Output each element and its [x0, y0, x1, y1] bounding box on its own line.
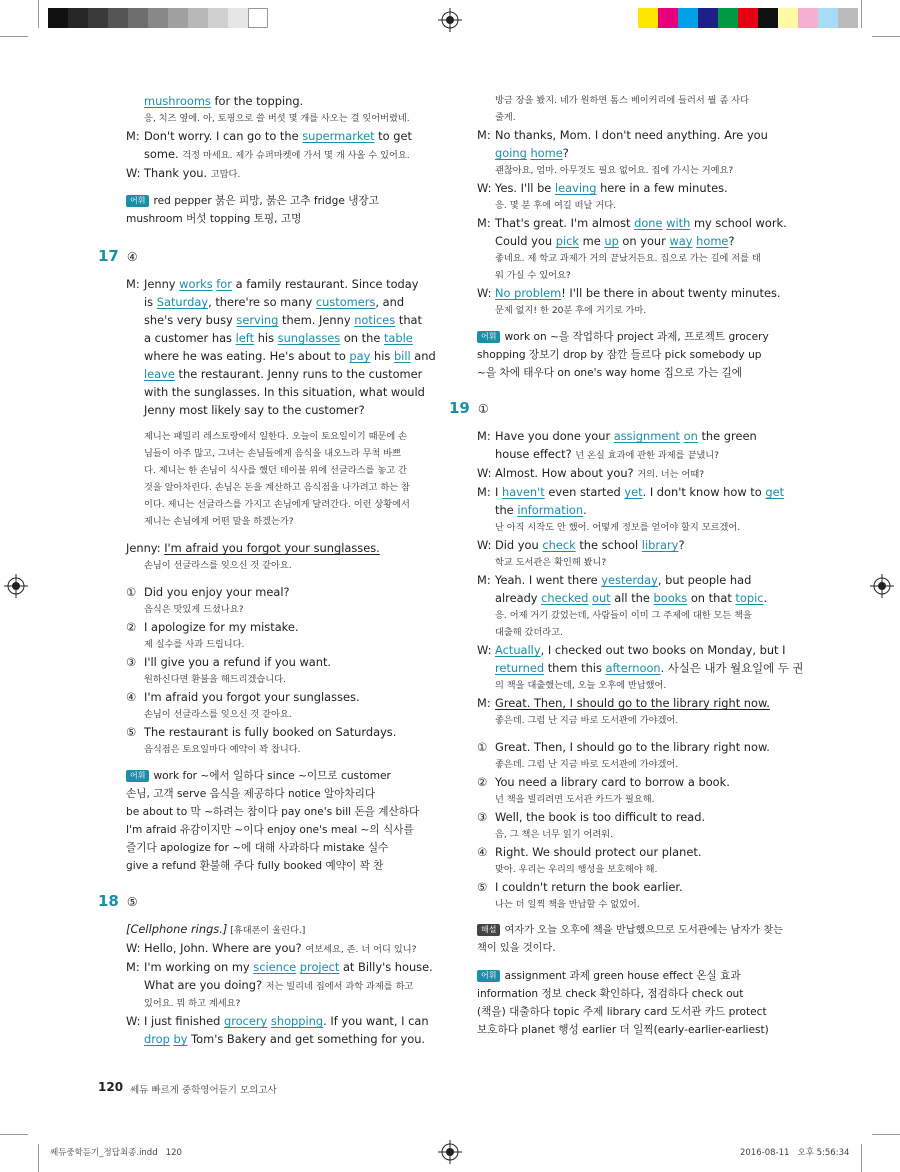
left-column: mushrooms for the topping. 응, 치즈 옆에. 아, 토핑으로 쓸 버섯 몇 개를 사오는 걸 잊어버렸네. M: Don't worry. I can go to the supermarket to get some. 걱정 마세요. 제가 슈퍼마켓에 가서 몇 개 사올 수 있어요. W: Thank you. 고맙다. 어휘 red pepper 붉은 피망, 붉은 고추 fridge 냉장고 mushroom 버섯 topping 토핑, 고명 17 ④ M: Jenny works for a family restaurant. Since today is Saturday, there're so many customers, and she's very busy serving them. Jenny notices that a customer has left his sunglasses on the table where he was eating. He's about to pay his bill and leave the restaurant. Jenny runs to the customer with the sunglasses. In this situation, what would Jenny most likely say to the customer? 제니는 패밀리 레스토랑에서 일한다. 오늘이 토요일이기 때문에 손 님들이 아주 많고, 그녀는 손님들에게 음식을 내오느라 무척 바쁘 다. 제니는 한 손님이 식사를 했던 테이블 위에 선글라스를 놓고 간 것을 알아차린다. 손님은 돈을 계산하고 음식점을 나가려고 하는 참 이다. 제니는 선글라스를 가지고 손님에게 달려간다. 이런 상황에서 제니는 손님에게 어떤 말을 하겠는가? Jenny: I'm afraid you forgot your sunglasses. 손님이 선글라스를 잊으신 것 같아요. ① Did you enjoy your meal? 음식은 맛있게 드셨나요? ② I apologize for my mistake. 제 실수를 사과 드립니다. ③ I'll give you a refund if you want. 원하신다면 환불을 해드리겠습니다. ④ I'm afraid you forgot your sunglasses. 손님이 선글라스를 잊으신 것 같아요. ⑤ The restaurant is fully booked on Saturdays. 음식점은 토요일마다 예약이 꽉 찹니다. 어휘 work for ~에서 일하다 since ~이므로 customer 손님, 고객 serve 음식을 제공하다 notice 알아차리다 be about to 막 ~하려는 참이다 pay one's bill 돈을 계산하다 I'm afraid 유감이지만 ~이다 enjoy one's meal ~의 식사를 즐기다 apologize for ~에 대해 사과하다 mistake 실수 give a refund 환불해 주다 fully booked 예약이 꽉 찬 18 ⑤ [Cellphone rings.] [휴대폰이 울린다.] W: Hello, John. Where are you? 여보세요, 존. 너 어디 있니? M: I'm working on my science project at Billy's house. What are you doing? 저는 빌리네 집에서 과학 과제를 하고 있어요. 뭐 하고 계세요? W: I just finished grocery shopping. If you want, I can drop by Tom's Bakery and get something for you.: [98, 94, 436, 1046]
registration-mark-icon: [438, 8, 462, 32]
grayscale-bar: [48, 8, 268, 28]
question-17-header: 17 ④: [98, 247, 138, 265]
registration-mark-icon: [4, 574, 28, 598]
keyword: mushrooms: [144, 94, 211, 108]
crop-mark: [38, 0, 39, 28]
crop-mark: [0, 36, 28, 37]
crop-mark: [872, 36, 900, 37]
question-18-header: 18 ⑤: [98, 892, 138, 910]
slug-timestamp: 2016-08-11 오후 5:56:34: [740, 1148, 850, 1158]
slug-file: 쎄듀중학듣기_정답최종.indd 120: [50, 1148, 182, 1158]
color-bar: [638, 8, 858, 28]
q19-options: ① Great. Then, I should go to the library right now. 좋은데. 그럼 난 지금 바로 도서관에 가야겠어. ② You need a library card to borrow a book. 넌 책을 빌리려면 도서관 카드가 필요해. ③ Well, the book is too difficult to read. 음, 그 책은 너무 읽기 어려워. ④ Right. We should protect our planet. 맞아. 우리는 우리의 행성을 보호해야 해. ⑤ I couldn't return the book earlier. 나는 더 일찍 책을 반납할 수 없었어.: [477, 740, 770, 910]
vocab-tag: 어휘: [477, 970, 500, 982]
vocab-tag: 어휘: [477, 331, 500, 343]
explanation-tag: 해설: [477, 924, 500, 936]
registration-mark-icon: [438, 1140, 462, 1164]
crop-mark: [0, 1134, 28, 1135]
crop-mark: [38, 1144, 39, 1172]
right-column: 방금 장을 봤지. 네가 원하면 톰스 베이커리에 들러서 뭘 좀 사다 줄게. M: No thanks, Mom. I don't need anything. Are you going home? 괜찮아요, 엄마. 아무것도 필요 없어요. 집에 가시는 거예요? W: Yes. I'll be leaving here in a few minutes. 응. 몇 분 후에 여길 떠날 거다. M: That's great. I'm almost done with my school work. Could you pick me up on your way home? 좋네요. 제 학교 과제가 거의 끝났거든요. 집으로 가는 길에 저를 태 워 가실 수 있어요? W: No problem! I'll be there in about twenty minutes. 문제 없지! 한 20분 후에 거기로 가마. 어휘 work on ~을 작업하다 project 과제, 프로젝트 grocery shopping 장보기 drop by 잠깐 들르다 pick somebody up ~을 차에 태우다 on one's way home 집으로 가는 길에 19 ① M: Have you done your assignment on the green house effect? 넌 온실 효과에 관한 과제를 끝냈니? W: Almost. How about you? 거의. 너는 어때? M: I haven't even started yet. I don't know how to get the information. 난 아직 시작도 안 했어. 어떻게 정보를 얻어야 할지 모르겠어. W: Did you check the school library? 학교 도서관은 확인해 봤니? M: Yeah. I went there yesterday, but people had already checked out all the books on that topic. 응. 어제 거기 갔었는데, 사람들이 이미 그 주제에 대한 모든 책을 대출해 갔더라고. W: Actually, I checked out two books on Monday, but I returned them this afternoon. 사실은 내가 월요일에 두 권 의 책을 대출했는데, 오늘 오후에 반납했어. M: Great. Then, I should go to the library right now. 좋은데. 그럼 난 지금 바로 도서관에 가야겠어. ① Great. Then, I should go to the library right now. 좋은데. 그럼 난 지금 바로 도서관에 가야겠어. ② You need a library card to borrow a book. 넌 책을 빌리려면 도서관 카드가 필요해. ③ Well, the book is too difficult to read. 음, 그 책은 너무 읽기 어려워. ④ Right. We should protect our planet. 맞아. 우리는 우리의 행성을 보호해야 해. ⑤ I couldn't return the book earlier. 나는 더 일찍 책을 반납할 수 없었어. 해설 여자가 오늘 오후에 책을 반납했으므로 도서관에는 남자가 찾는 책이 있을 것이다. 어휘 assignment 과제 green house effect 온실 효과 information 정보 check 확인하다, 점검하다 check out (책을) 대출하다 topic 주제 library card 도서관 카드 protect 보호하다 planet 행성 earlier 더 일찍(early-earlier-earliest): [449, 95, 804, 1036]
crop-mark: [872, 1134, 900, 1135]
question-19-header: 19 ①: [449, 399, 489, 417]
vocab-tag: 어휘: [126, 195, 149, 207]
vocab-tag: 어휘: [126, 770, 149, 782]
page-number: 120: [98, 1080, 124, 1094]
registration-mark-icon: [870, 574, 894, 598]
crop-mark: [861, 1144, 862, 1172]
q17-options: ① Did you enjoy your meal? 음식은 맛있게 드셨나요? ② I apologize for my mistake. 제 실수를 사과 드립니다. ③ I'll give you a refund if you want. 원하신다면 환불을 해드리겠습니다. ④ I'm afraid you forgot your sunglasses. 손님이 선글라스를 잊으신 것 같아요. ⑤ The restaurant is fully booked on Saturdays. 음식점은 토요일마다 예약이 꽉 찹니다.: [126, 585, 397, 755]
crop-mark: [861, 0, 862, 28]
book-title: 쎄듀 빠르게 중학영어듣기 모의고사: [130, 1085, 277, 1096]
